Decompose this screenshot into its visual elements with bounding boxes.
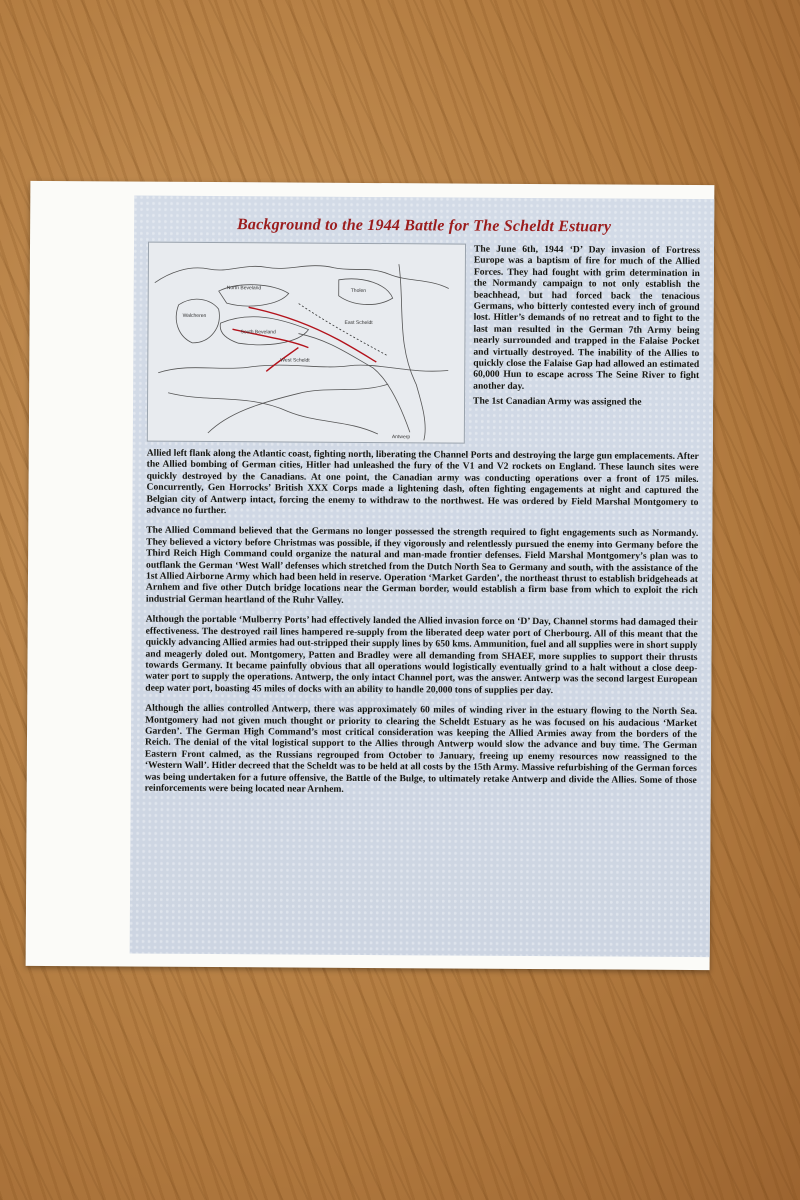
map-road-2 bbox=[208, 383, 388, 434]
map-label-west-scheldt: West Scheldt bbox=[280, 357, 310, 364]
map-label-antwerp: Antwerp bbox=[391, 434, 411, 441]
intro-paragraph: The June 6th, 1944 ‘D’ Day invasion of Fortress Europe was a baptism of fire for much of the Allied Forces. They had fought with grim determination in the Normandy campaign to not only establish the beachhead, but had forced back the tenacious Germans, who bitterly contested every inch of ground lost. Hitler’s demands of no retreat and to fight to the last man resulted in the German 7th Army being nearly surrounded and trapped in the Falaise Pocket and virtually destroyed. The inability of the Allies to quickly close the Falaise Gap had allowed an estimated 60,000 Hun to escape across The Seine River to fight another day. bbox=[473, 243, 701, 392]
paragraph-2-rest: Allied left flank along the Atlantic coast, fighting north, liberating the Channel Ports and destroying the large gun emplacements. After the Allied bombing of German cities, Hitler had unleashed the fury of the V1 and V2 rockets on England. These launch sites were quickly destroyed by the Canadians. At one point, the Canadian army was conducting operations over a front of 175 miles. Concurrently, Gen Horrocks’ British XXX Corps made a lightening dash, often fighting engagements at night and captured the Belgian city of Antwerp intact, forcing the enemy to withdraw to the northwest. He was ordered by Field Marshal Montgomery to advance no further. bbox=[146, 447, 699, 517]
map-label-east-scheldt: East Scheldt bbox=[344, 319, 373, 327]
paragraph-4: Although the portable ‘Mulberry Ports’ had effectively landed the Allied invasion force on ‘D’ Day, Channel storms had damaged their effectiveness. The destroyed rail lines hampered re-supply from the liberated deep water port of Cherbourg. All of this meant that the quickly advancing Allied armies had out-stripped their supply lines by 650 kms. Ammunition, fuel and all supplies were in short supply and meagerly doled out. Montgomery, Patten and Bradley were all demanding from SHAEF, more supplies to support their thrusts towards Germany. It became painfully obvious that all operations would logistically eventually grind to a halt without a close deep-water port to supply the operations. Antwerp, the only intact Channel port, was the answer. Antwerp was the second largest European deep water port, boasting 45 miles of docks with an ability to handle 20,000 tons of supplies per day. bbox=[145, 613, 698, 696]
map-border bbox=[398, 264, 426, 440]
map-road-1 bbox=[168, 393, 378, 434]
document-panel bbox=[130, 196, 715, 958]
map-label-tholen: Tholen bbox=[350, 287, 367, 294]
map-mainland-south bbox=[158, 364, 448, 375]
map-drawing bbox=[148, 243, 465, 443]
paragraph-3: The Allied Command believed that the Germans no longer possessed the strength required to fight engagements such as Normandy. They believed a victory before Christmas was possible, if they vigorously and relentlessly pursued the enemy into Germany before the Third Reich High Command could organize the natural and man-made frontier defenses. Field Marshal Montgomery’s plan was to outflank the German ‘West Wall’ defenses which stretched from the Dutch North Sea to Germany and south, with the assistance of the 1st Allied Airborne Army which had been held in reserve. Operation ‘Market Garden’, the northeast thrust to establish bridgeheads at Arnhem and five other Dutch bridge locations near the German border, would establish a firm base from which to exploit the rich industrial German heartland of the Ruhr Valley. bbox=[145, 525, 699, 606]
map-dashed-line bbox=[298, 304, 388, 357]
intro-column bbox=[473, 244, 700, 445]
map-label-south-beveland: South Beveland bbox=[240, 329, 276, 336]
document-title: Background to the 1944 Battle for The Scheldt Estuary bbox=[236, 216, 612, 236]
paragraph-2-start: The 1st Canadian Army was assigned the bbox=[473, 395, 642, 408]
top-section bbox=[147, 242, 700, 445]
map-label-north-beveland: North Beveland bbox=[226, 285, 262, 292]
scheldt-estuary-map bbox=[147, 242, 466, 444]
paper-sheet bbox=[26, 181, 715, 970]
body-text bbox=[145, 448, 699, 798]
map-island-walcheren bbox=[176, 299, 219, 343]
paragraph-5: Although the allies controlled Antwerp, there was approximately 60 miles of winding river in the estuary flowing to the North Sea. Montgomery had not given much thought or priority to clearing the Scheldt Estuary as he was focused on his audacious ‘Market Garden’. The German High Command’s most critical consideration was keeping the Allied Armies away from the borders of the Reich. The denial of the vital logistical support to the Allies through Antwerp would slow the advance and buy time. The German Eastern Front calmed, as the Russians regrouped from October to January, freeing up enemy resources now reassigned to the ‘Western Wall’. Hitler decreed that the Scheldt was to be held at all costs by the 15th Army. Massive refurbishing of the German forces was being undertaken for a future offensive, the Battle of the Bulge, to ultimately retake Antwerp and divide the Allies. Some of those reinforcements were being located near Arnhem. bbox=[144, 702, 698, 795]
map-label-walcheren: Walcheren bbox=[182, 312, 207, 319]
